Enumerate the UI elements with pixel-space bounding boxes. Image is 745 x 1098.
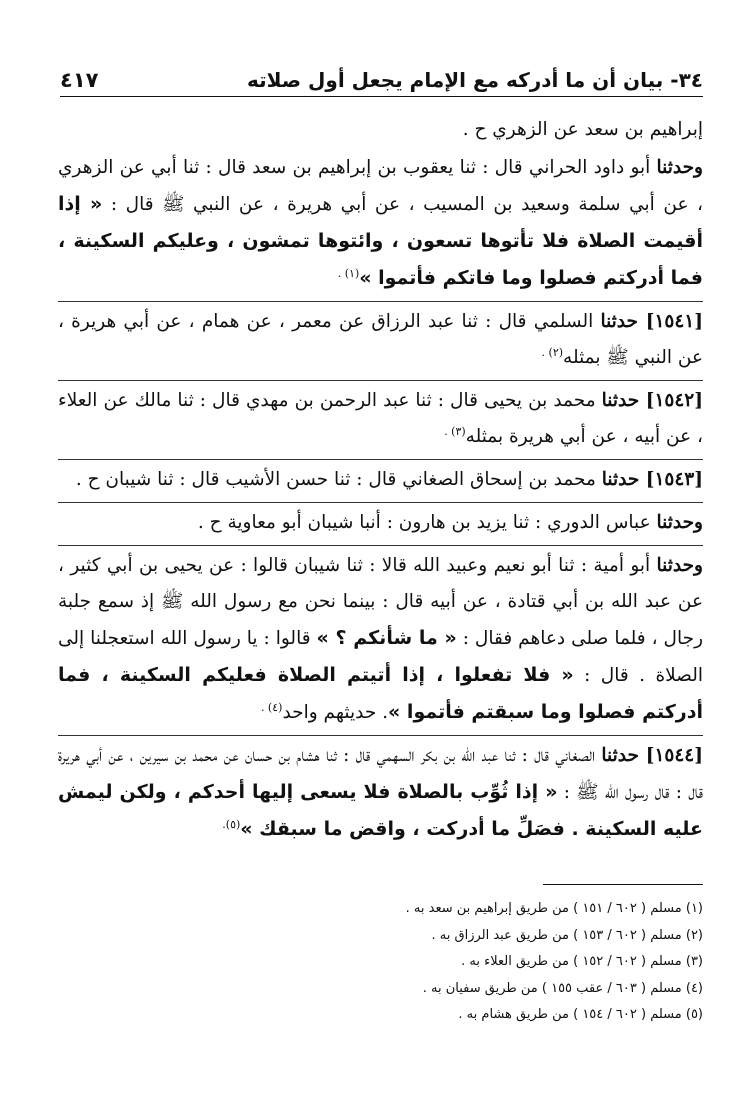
isnad-text: قالوا : يا رسول الله استعجلنا إلى الصلاة . قال : [58, 628, 703, 686]
page-number: ٤١٧ [60, 68, 99, 92]
separator [58, 380, 703, 381]
hadith-text: « ما شأنكم ؟ » [316, 627, 457, 649]
separator [58, 502, 703, 503]
isnad-text: أبو داود الحراني قال : ثنا يعقوب بن إبراهيم بن سعد قال : ثنا أبي عن الزهري ، عن أبي سلمة وسعيد بن المسيب ، عن أبي هريرة ، عن النبي ﷺ قال : [58, 157, 703, 215]
paragraph-7 [58, 548, 703, 731]
isnad-text: . حديثهم واحد [282, 702, 389, 723]
hadith-1544 [58, 738, 703, 848]
footnote-ref: (١) . [337, 266, 360, 280]
hadith-text: « فلا تفعلوا ، إذا أتيتم الصلاة فعليكم السكينة ، فما أدركتم فصلوا وما سبقتم فأتموا » [58, 664, 703, 723]
text: إبراهيم بن سعد عن الزهري ح . [462, 119, 703, 140]
hadith-number: [١٥٤٣] حدثنا [601, 469, 703, 490]
paragraph-6 [58, 505, 703, 541]
separator [58, 301, 703, 302]
footnote-ref: (٤) . [260, 700, 283, 714]
narration-start: وحدثنا [656, 157, 703, 178]
paragraph-1 [58, 112, 703, 148]
footnote-3: (٣) مسلم ( ٦٠٢ / ١٥٢ ) من طريق العلاء به . [461, 954, 703, 969]
hadith-1541 [58, 304, 703, 376]
isnad-text: عباس الدوري : ثنا يزيد بن هارون : أنبا شيبان أبو معاوية ح . [197, 512, 657, 533]
hadith-1543 [58, 462, 703, 498]
footnote-rule [543, 884, 703, 885]
hadith-number: [١٥٤٤] حدثنا [601, 745, 703, 766]
isnad-text: أبو أمية : ثنا أبو نعيم وعبيد الله قالا : ثنا شيبان قالوا : عن يحيى بن أبي كثير ، عن عبد الله بن أبي قتادة ، عن أبيه قال : بينما نحن مع رسول الله ﷺ إذ سمع جلبة رجال ، فلما صلى دعاهم فقال : [58, 555, 704, 649]
footnote-ref: (٣) . [444, 424, 466, 438]
separator [58, 459, 703, 460]
isnad-text: الصغاني قال : ثنا عبد الله بن بكر السهمي قال : ثنا هشام بن حسان عن محمد بن سيرين ، عن أبي هريرة قال : قال رسول الله ﷺ : [58, 745, 703, 803]
hadith-number: [١٥٤٢] حدثنا [601, 390, 703, 411]
footnote-1: (١) مسلم ( ٦٠٢ / ١٥١ ) من طريق إبراهيم بن سعد به . [405, 901, 703, 916]
footnote-4: (٤) مسلم ( ٦٠٣ / عقب ١٥٥ ) من طريق سفيان به . [422, 980, 703, 996]
hadith-text: « إذا ثُوِّب بالصلاة فلا يسعى إليها أحدكم ، ولكن ليمش عليه السكينة . فصَلِّ ما أدركت ، واقض ما سبقك » [58, 781, 703, 840]
separator [58, 545, 703, 546]
narration-start: وحدثنا [656, 555, 703, 576]
footnote-ref: (٥). [222, 817, 241, 831]
page-header [60, 56, 703, 97]
chapter-title: ٣٤- بيان أن ما أدركه مع الإمام يجعل أول صلاته [246, 68, 703, 92]
isnad-text: محمد بن إسحاق الصغاني قال : ثنا حسن الأشيب قال : ثنا شيبان ح . [75, 469, 602, 490]
main-text [58, 112, 703, 850]
footnote-5: (٥) مسلم ( ٦٠٢ / ١٥٤ ) من طريق هشام به . [458, 1007, 703, 1022]
footnote-ref: (٢) . [541, 345, 564, 359]
hadith-text: « إذا أقيمت الصلاة فلا تأتوها تسعون ، وائتوها تمشون ، وعليكم السكينة ، فما أدركتم فصلوا وما فاتكم فأتموا » [58, 193, 703, 289]
footnote-2: (٢) مسلم ( ٦٠٢ / ١٥٣ ) من طريق عبد الرزاق به . [431, 927, 703, 943]
isnad-text: محمد بن يحيى قال : ثنا عبد الرحمن بن مهدي قال : ثنا مالك عن العلاء ، عن أبيه ، عن أبي هريرة بمثله [58, 390, 703, 447]
paragraph-2 [58, 150, 703, 297]
narration-start: وحدثنا [656, 512, 703, 533]
separator [58, 735, 703, 736]
isnad-text: السلمي قال : ثنا عبد الرزاق عن معمر ، عن همام ، عن أبي هريرة ، عن النبي ﷺ بمثله [58, 311, 703, 368]
hadith-number: [١٥٤١] حدثنا [600, 311, 703, 332]
hadith-1542 [58, 383, 703, 455]
footnotes [58, 896, 703, 1029]
